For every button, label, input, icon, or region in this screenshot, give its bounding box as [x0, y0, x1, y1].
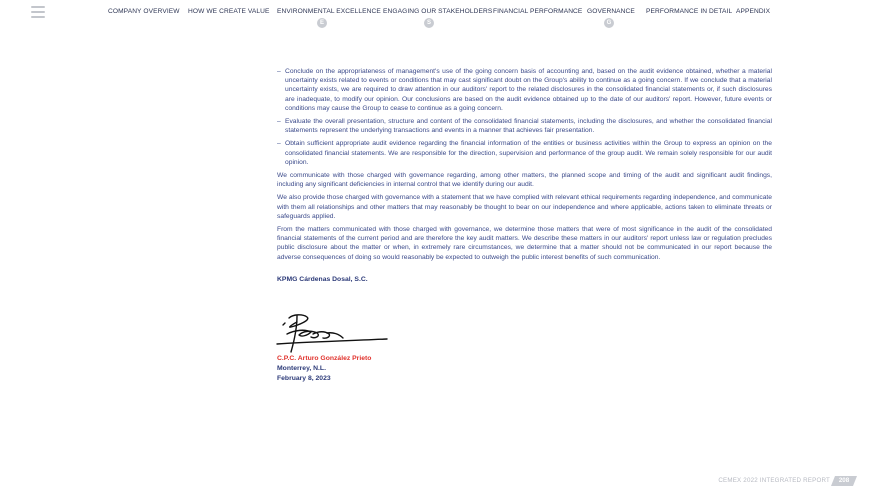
signer-name: C.P.C. Arturo González Prieto	[277, 355, 372, 362]
footer-report-title: CEMEX 2022 INTEGRATED REPORT	[718, 477, 830, 484]
nav-financial-performance[interactable]: FINANCIAL PERFORMANCE	[493, 8, 583, 15]
environmental-badge-icon: E	[317, 18, 327, 28]
paragraph: From the matters communicated with those charged with governance, we determine those matters that were of most significance in the audit of the consolidated financial statements of the current period and are therefore the key audit matters. We describe these matters in our auditors' report unless law or regulation precludes public disclosure about the matter or when, in extremely rare circumstances, we determine that a matter should not be communicated in our report because the adverse consequences of doing so would reasonably be expected to outweigh the public interest benefits of such communication.	[277, 226, 772, 261]
paragraph: We also provide those charged with governance with a statement that we have complied with relevant ethical requirements regarding independence, and communicate with them all relationships and other matters that may reasonably be thought to bear on our independence and where applicable, actions taken to eliminate threats or safeguards applied.	[277, 194, 772, 220]
nav-engaging-stakeholders[interactable]: ENGAGING OUR STAKEHOLDERS	[383, 8, 493, 15]
handwritten-signature	[275, 312, 393, 356]
signing-date: February 8, 2023	[277, 375, 331, 382]
social-badge-icon: S	[424, 18, 434, 28]
nav-company-overview[interactable]: COMPANY OVERVIEW	[108, 8, 180, 15]
page-number-tab	[831, 476, 857, 486]
list-item: – Conclude on the appropriateness of management's use of the going concern basis of accounting and, based on the audit evidence obtained, whether a material uncertainty exists related to events or conditions that may cast significant doubt on the Group's ability to continue as a going concern. If we conclude that a material uncertainty exists, we are required to draw attention in our auditors' report to the related disclosures in the consolidated financial statements or, if such disclosures are inadequate, to modify our opinion. Our conclusions are based on the audit evidence obtained up to the date of our auditors' report. However, future events or conditions may cause the Group to cease to continue as a going concern.	[277, 68, 772, 112]
signing-city: Monterrey, N.L.	[277, 365, 326, 372]
nav-how-we-create-value[interactable]: HOW WE CREATE VALUE	[188, 8, 270, 15]
top-navigation	[0, 8, 880, 38]
nav-governance[interactable]: GOVERNANCE	[587, 8, 635, 15]
nav-appendix[interactable]: APPENDIX	[736, 8, 771, 15]
audit-firm-name: KPMG Cárdenas Dosal, S.C.	[277, 276, 368, 283]
report-body	[277, 67, 772, 266]
page-number: 208	[838, 477, 850, 484]
paragraph: We communicate with those charged with governance regarding, among other matters, the planned scope and timing of the audit and significant audit findings, including any significant deficiencies in internal control that we identify during our audit.	[277, 172, 772, 189]
nav-performance-in-detail[interactable]: PERFORMANCE IN DETAIL	[646, 8, 733, 15]
list-item: – Evaluate the overall presentation, structure and content of the consolidated financial statements, including the disclosures, and whether the consolidated financial statements represent the underlying transactions and events in a manner that achieves fair presentation.	[277, 118, 772, 135]
list-item: – Obtain sufficient appropriate audit evidence regarding the financial information of the entities or business activities within the Group to express an opinion on the consolidated financial statements. We are responsible for the direction, supervision and performance of the group audit. We remain solely responsible for our audit opinion.	[277, 140, 772, 166]
governance-badge-icon: G	[604, 18, 614, 28]
nav-environmental-excellence[interactable]: ENVIRONMENTAL EXCELLENCE	[277, 8, 381, 15]
